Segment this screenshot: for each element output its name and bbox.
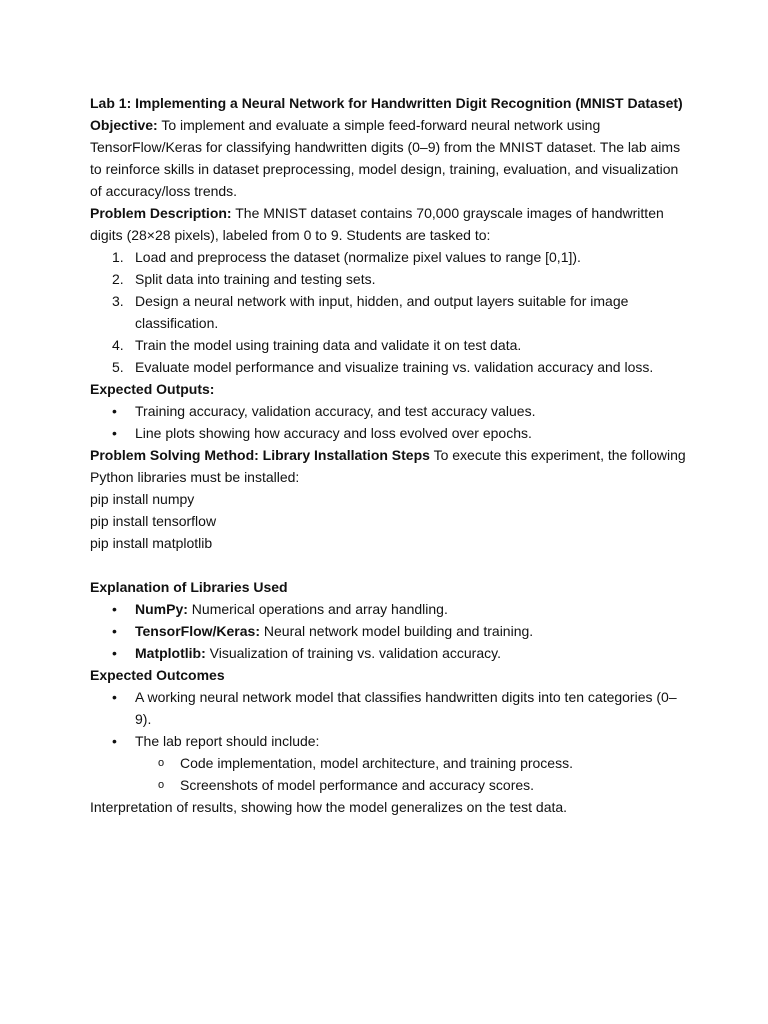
step-number: 1.: [112, 249, 124, 265]
list-item: [90, 642, 690, 664]
pip-command: pip install matplotlib: [90, 535, 213, 551]
list-item: [90, 356, 690, 378]
sub-bullet-icon: o: [158, 779, 165, 791]
sub-bullet-icon: o: [158, 757, 165, 769]
outcome-text: A working neural network model that classifies handwritten digits into ten categories (0–9).: [135, 689, 677, 727]
bullet-icon: •: [112, 689, 117, 705]
bullet-icon: •: [112, 403, 117, 419]
list-item: [90, 598, 690, 620]
pip-command: pip install numpy: [90, 491, 195, 507]
libraries-heading: Explanation of Libraries Used: [90, 579, 288, 595]
closing-line: Interpretation of results, showing how the model generalizes on the test data.: [90, 799, 568, 815]
step-text: Design a neural network with input, hidden, and output layers suitable for image classification.: [135, 293, 629, 331]
bullet-icon: •: [112, 623, 117, 639]
objective-label: Objective:: [90, 117, 158, 133]
list-item: [90, 774, 690, 796]
installation-label: Problem Solving Method: Library Installation Steps: [90, 447, 430, 463]
list-item: [90, 268, 690, 290]
expected-outcomes-heading: Expected Outcomes: [90, 667, 225, 683]
bullet-icon: •: [112, 645, 117, 661]
step-number: 3.: [112, 293, 124, 309]
bullet-icon: •: [112, 425, 117, 441]
library-desc: Visualization of training vs. validation accuracy.: [205, 645, 501, 661]
sub-outcome-text: Screenshots of model performance and accuracy scores.: [180, 777, 535, 793]
problem-description-text: The MNIST dataset contains 70,000 grayscale images of handwritten digits (28×28 pixels), labeled from 0 to 9. Students are tasked to:: [90, 205, 664, 243]
installation-paragraph: [90, 444, 690, 488]
libraries-list: [90, 598, 690, 664]
bullet-icon: •: [112, 733, 117, 749]
library-desc: Neural network model building and training.: [260, 623, 534, 639]
output-text: Line plots showing how accuracy and loss evolved over epochs.: [135, 425, 532, 441]
bullet-icon: •: [112, 601, 117, 617]
list-item: [90, 730, 690, 752]
expected-outcomes-list: [90, 686, 690, 796]
step-number: 4.: [112, 337, 124, 353]
list-item: [90, 686, 690, 730]
list-item: [90, 334, 690, 356]
step-text: Load and preprocess the dataset (normalize pixel values to range [0,1]).: [135, 249, 581, 265]
expected-outputs-list: [90, 400, 690, 444]
installation-text: To execute this experiment, the following Python libraries must be installed:: [90, 447, 686, 485]
objective-paragraph: [90, 114, 690, 202]
sub-outcome-text: Code implementation, model architecture, and training process.: [180, 755, 573, 771]
list-item: [90, 620, 690, 642]
step-text: Split data into training and testing sets.: [135, 271, 376, 287]
library-name: Matplotlib:: [135, 645, 206, 661]
list-item: [90, 246, 690, 268]
expected-outputs-heading: Expected Outputs:: [90, 381, 215, 397]
problem-description-label: Problem Description:: [90, 205, 232, 221]
step-number: 5.: [112, 359, 124, 375]
objective-text: To implement and evaluate a simple feed-forward neural network using TensorFlow/Keras for classifying handwritten digits (0–9) from the MNIST dataset. The lab aims to reinforce skills in dataset preprocessing, model design, training, evaluation, and visualization of accuracy/loss trends.: [90, 117, 681, 199]
library-name: TensorFlow/Keras:: [135, 623, 260, 639]
output-text: Training accuracy, validation accuracy, and test accuracy values.: [135, 403, 536, 419]
spacer: [90, 554, 690, 576]
list-item: [90, 752, 690, 774]
step-number: 2.: [112, 271, 124, 287]
list-item: [90, 422, 690, 444]
task-steps-list: [90, 246, 690, 378]
step-text: Train the model using training data and validate it on test data.: [135, 337, 522, 353]
library-name: NumPy:: [135, 601, 188, 617]
list-item: [90, 400, 690, 422]
document-title: Lab 1: Implementing a Neural Network for Handwritten Digit Recognition (MNIST Dataset): [90, 95, 683, 111]
problem-description-paragraph: [90, 202, 690, 246]
step-text: Evaluate model performance and visualize training vs. validation accuracy and loss.: [135, 359, 654, 375]
list-item: [90, 290, 690, 334]
outcome-text: The lab report should include:: [135, 733, 320, 749]
pip-command: pip install tensorflow: [90, 513, 217, 529]
document-page: [90, 92, 690, 818]
library-desc: Numerical operations and array handling.: [187, 601, 448, 617]
